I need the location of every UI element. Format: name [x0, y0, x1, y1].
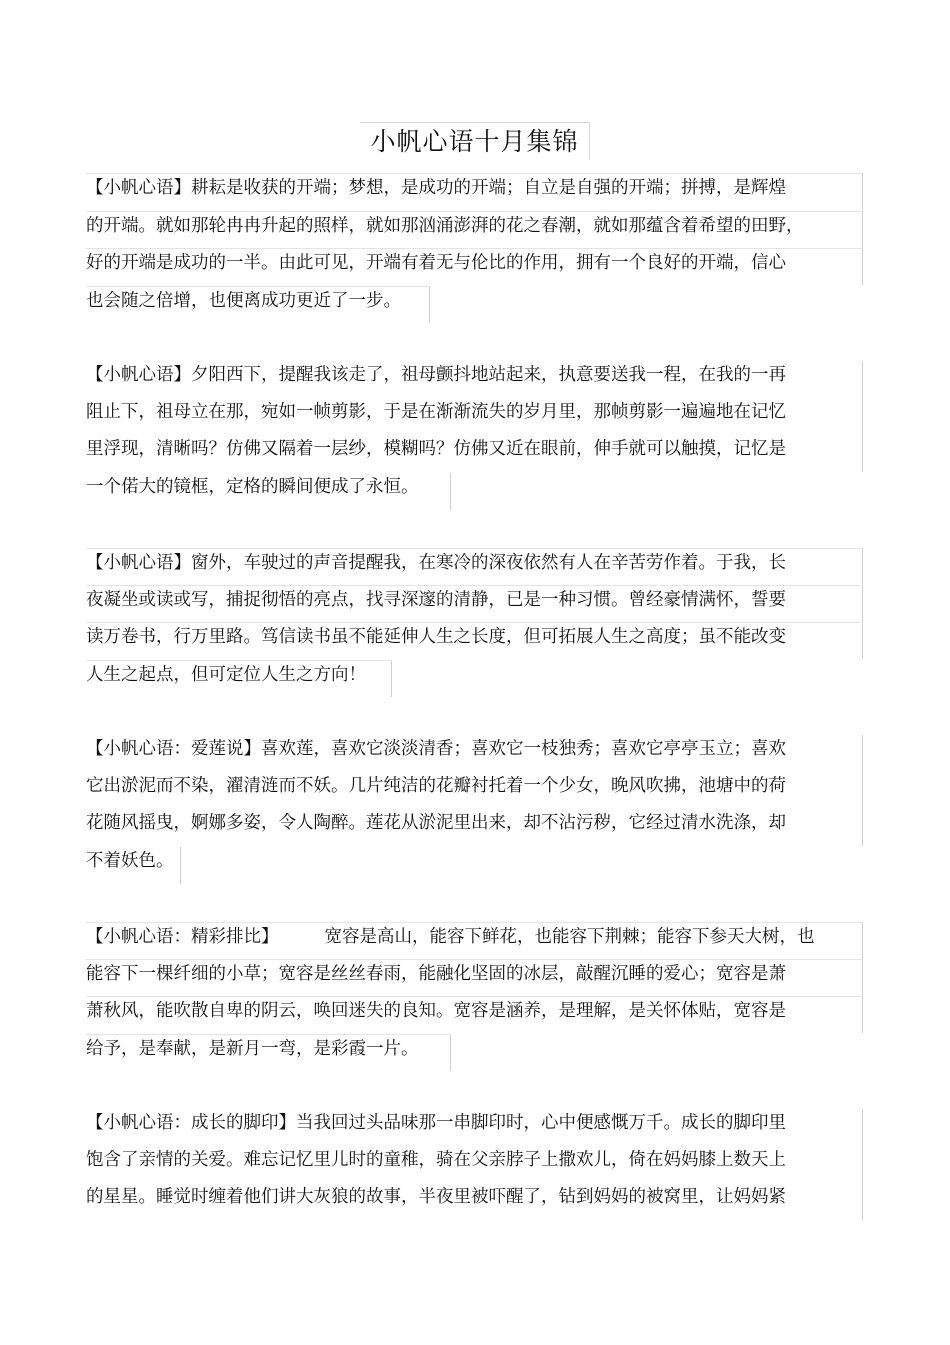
paragraph-5-lead: 【小帆心语：精彩排比】 [86, 927, 279, 947]
paragraph-1-line-3: 好的开端是成功的一半。由此可见，开端有着无与伦比的作用，拥有一个良好的开端，信心 [86, 248, 863, 285]
paragraph-3-line-3: 读万卷书，行万里路。笃信读书虽不能延伸人生之长度，但可拓展人生之高度；虽不能改变 [86, 622, 863, 659]
paragraph-6-line-2: 饱含了亲情的关爱。难忘记忆里儿时的童稚，骑在父亲脖子上撒欢儿，倚在妈妈膝上数天上 [86, 1146, 863, 1183]
paragraph-1-line-1: 【小帆心语】耕耘是收获的开端；梦想，是成功的开端；自立是自强的开端；拼搏，是辉煌 [86, 173, 863, 210]
paragraph-1-line-2: 的开端。就如那轮冉冉升起的照样，就如那汹涌澎湃的花之春潮，就如那蕴含着希望的田野， [86, 211, 863, 248]
paragraph-2-line-1: 【小帆心语】夕阳西下，提醒我该走了，祖母颤抖地站起来，执意要送我一程，在我的一再 [86, 361, 863, 398]
paragraph-1-line-4: 也会随之倍增，也便离成功更近了一步。 [86, 286, 430, 323]
paragraph-5-line-4: 给予，是奉献，是新月一弯，是彩霞一片。 [86, 1034, 451, 1071]
paragraph-5-line-1 [86, 922, 863, 959]
paragraph-6-line-1: 【小帆心语：成长的脚印】当我回过头品味那一串脚印时，心中便感慨万千。成长的脚印里 [86, 1109, 863, 1146]
paragraph-3-line-2: 夜凝坐或读或写，捕捉彻悟的亮点，找寻深邃的清静，已是一种习惯。曾经豪情满怀，誓要 [86, 585, 863, 622]
paragraph-6-line-3: 的星星。睡觉时缠着他们讲大灰狼的故事，半夜里被吓醒了，钻到妈妈的被窝里，让妈妈紧 [86, 1183, 863, 1220]
paragraph-3-line-1: 【小帆心语】窗外，车驶过的声音提醒我，在寒冷的深夜依然有人在辛苦劳作着。于我，长 [86, 548, 863, 585]
paragraph-4-line-4: 不着妖色。 [86, 847, 181, 884]
title-frame [360, 122, 590, 160]
paragraph-2-line-4: 一个偌大的镜框，定格的瞬间便成了永恒。 [86, 473, 451, 510]
page-title: 小帆心语十月集锦 [370, 127, 579, 156]
paragraph-5-line-3: 萧秋风，能吹散自卑的阴云，唤回迷失的良知。宽容是涵养，是理解，是关怀体贴，宽容是 [86, 996, 863, 1033]
paragraph-4-line-1: 【小帆心语：爱莲说】喜欢莲，喜欢它淡淡清香；喜欢它一枝独秀；喜欢它亭亭玉立；喜欢 [86, 735, 863, 772]
paragraph-5-line-1-text: 宽容是高山，能容下鲜花，也能容下荆棘；能容下参天大树，也 [324, 927, 815, 947]
paragraph-2-line-3: 里浮现，清晰吗？仿佛又隔着一层纱，模糊吗？仿佛又近在眼前，伸手就可以触摸，记忆是 [86, 435, 863, 472]
paragraph-5-line-2: 能容下一棵纤细的小草；宽容是丝丝春雨，能融化坚固的冰层，敲醒沉睡的爱心；宽容是萧 [86, 959, 863, 996]
paragraph-4-line-2: 它出淤泥而不染，濯清涟而不妖。几片纯洁的花瓣衬托着一个少女，晚风吹拂，池塘中的荷 [86, 772, 863, 809]
paragraph-4-line-3: 花随风摇曳，婀娜多姿，令人陶醉。莲花从淤泥里出来，却不沾污秽，它经过清水洗涤，却 [86, 809, 863, 846]
paragraph-3-line-4: 人生之起点，但可定位人生之方向！ [86, 660, 392, 697]
paragraph-2-line-2: 阻止下，祖母立在那，宛如一帧剪影，于是在渐渐流失的岁月里，那帧剪影一遍遍地在记忆 [86, 398, 863, 435]
